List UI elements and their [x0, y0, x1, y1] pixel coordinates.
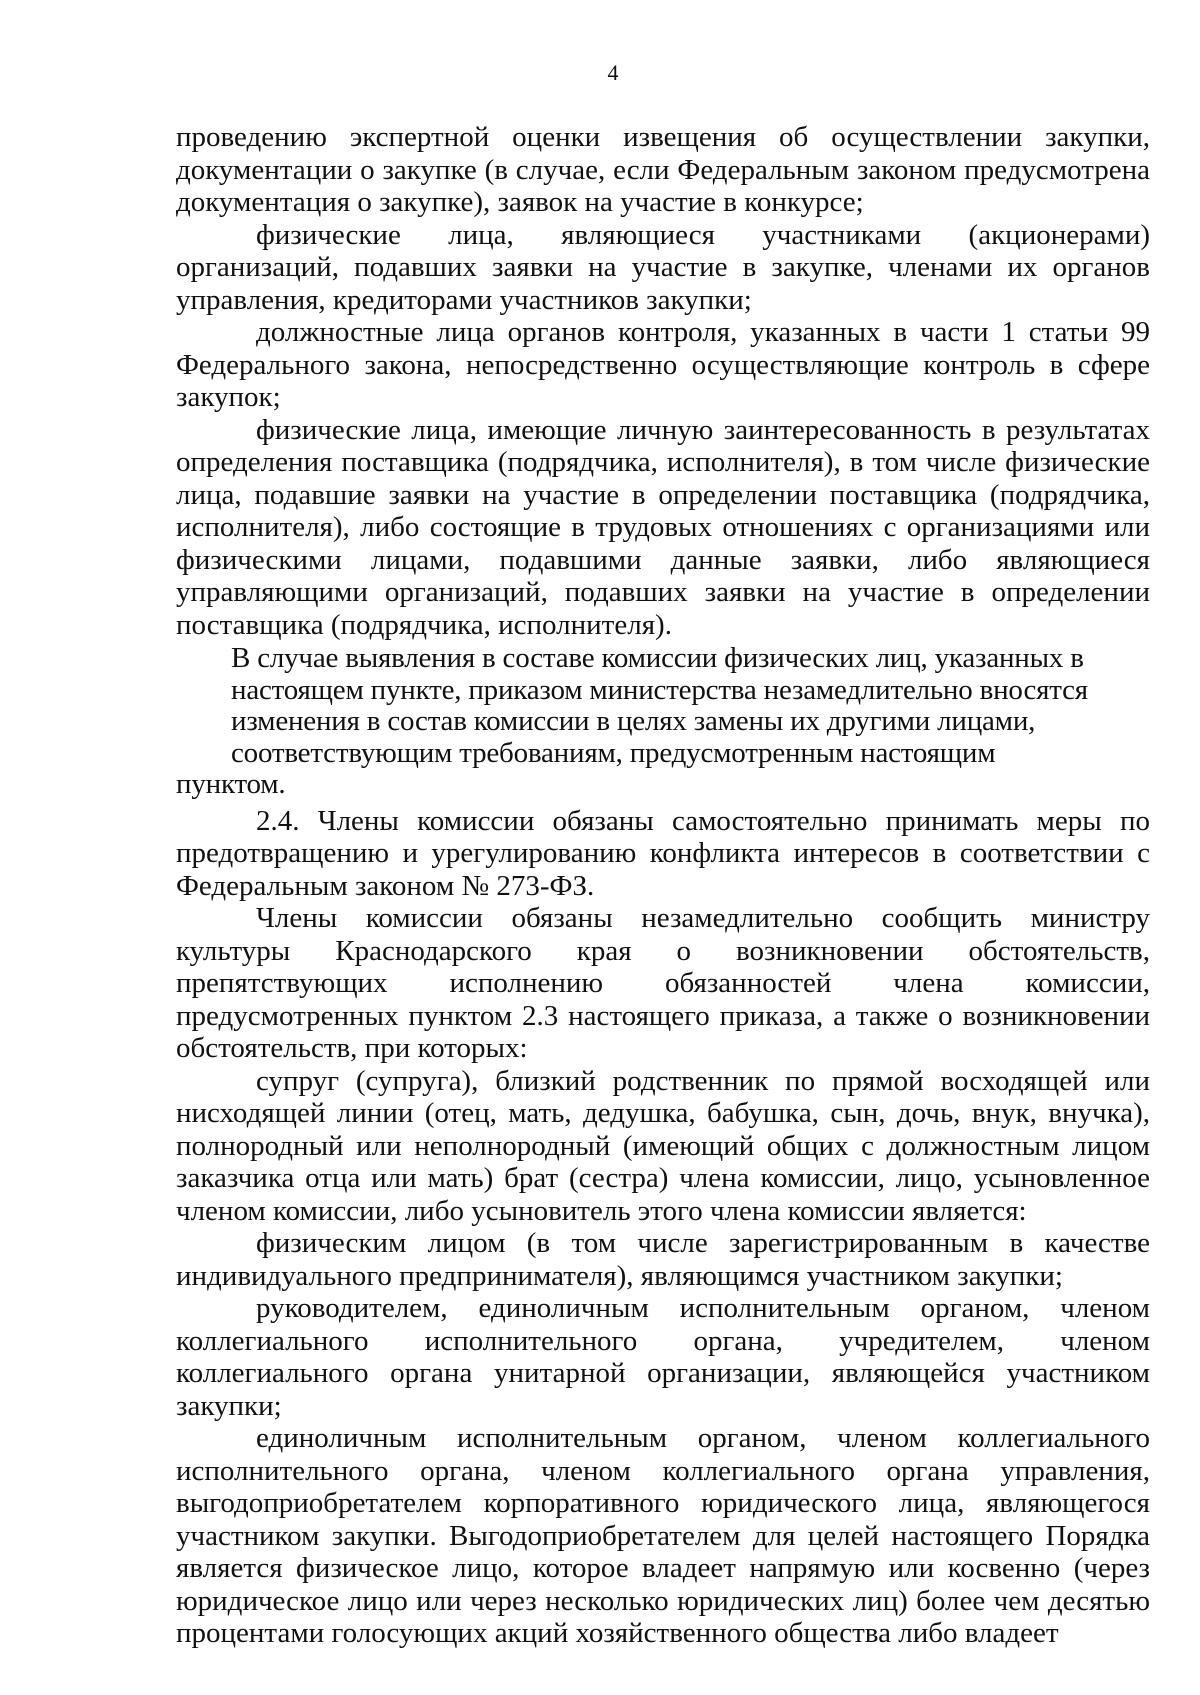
paragraph-relatives: супруг (супруга), близкий родственник по прямой восходящей или нисходящей линии (отец, мать, дедушка, бабушка, сын, дочь, внук, внучка), полнородный или неполнородный (имеющий общих с должностным лицом заказчика отца или мать) брат (сестра) члена комиссии, лицо, усыновленное членом комиссии, либо усыновитель этого члена комиссии является: — [176, 1064, 1150, 1227]
page-number: 4 — [607, 60, 619, 85]
inserted-line: изменения в состав комиссии в целях замены их другими лицами, — [231, 705, 1036, 737]
paragraph-control-officials: должностные лица органов контроля, указанных в части 1 статьи 99 Федерального закона, непосредственно осуществляющие контроль в сфере закупок; — [176, 316, 1150, 413]
paragraph-individual: физическим лицом (в том числе зарегистрированным в качестве индивидуального предпринимателя), являющимся участником закупки; — [176, 1227, 1150, 1292]
paragraph-head: руководителем, единоличным исполнительным органом, членом коллегиального исполнительного органа, учредителем, членом коллегиального органа унитарной организации, являющейся участником закупки; — [176, 1292, 1150, 1422]
inserted-line: настоящем пункте, приказом министерства незамедлительно вносятся — [231, 673, 1088, 706]
inserted-line: соответствующим требованиям, предусмотренным настоящим пунктом. — [176, 736, 996, 800]
paragraph-personal-interest: физические лица, имеющие личную заинтересованность в результатах определения поставщика (подрядчика, исполнителя), в том числе физические лица, подавшие заявки на участие в определении поставщика (подрядчика, исполнителя), либо состоящие в трудовых отношениях с организациями или физическими лицами, подавшими данные заявки, либо являющиеся управляющими организаций, подавших заявки на участие в определении поставщика (подрядчика, исполнителя). — [176, 413, 1150, 641]
paragraph-notify-minister: Члены комиссии обязаны незамедлительно сообщить министру культуры Краснодарского края о возникновении обстоятельств, препятствующих исполнению обязанностей члена комиссии, предусмотренных пунктом 2.3 настоящего приказа, а также о возникновении обстоятельств, при которых: — [176, 902, 1150, 1064]
paragraph-2-4: 2.4. Члены комиссии обязаны самостоятельно принимать меры по предотвращению и урегулированию конфликта интересов в соответствии с Федеральным законом № 273-ФЗ. — [176, 804, 1150, 902]
paragraph-participants: физические лица, являющиеся участниками (акционерами) организаций, подавших заявки на участие в закупке, членами их органов управления, кредиторами участников закупки; — [176, 218, 1150, 316]
inserted-paragraph-replacement — [176, 643, 1111, 801]
document-body — [176, 121, 1150, 1650]
paragraph-continuation: проведению экспертной оценки извещения об осуществлении закупки, документации о закупке (в случае, если Федеральным законом предусмотрена документация о закупке), заявок на участие в конкурсе; — [176, 121, 1150, 218]
inserted-line: В случае выявления в составе комиссии физических лиц, указанных в — [231, 642, 1084, 674]
paragraph-beneficiary: единоличным исполнительным органом, членом коллегиального исполнительного органа, членом коллегиального органа управления, выгодоприобретателем корпоративного юридического лица, являющегося участником закупки. Выгодоприобретателем для целей настоящего Порядка является физическое лицо, которое владеет напрямую или косвенно (через юридическое лицо или через несколько юридических лиц) более чем десятью процентами голосующих акций хозяйственного общества либо владеет — [176, 1422, 1150, 1649]
